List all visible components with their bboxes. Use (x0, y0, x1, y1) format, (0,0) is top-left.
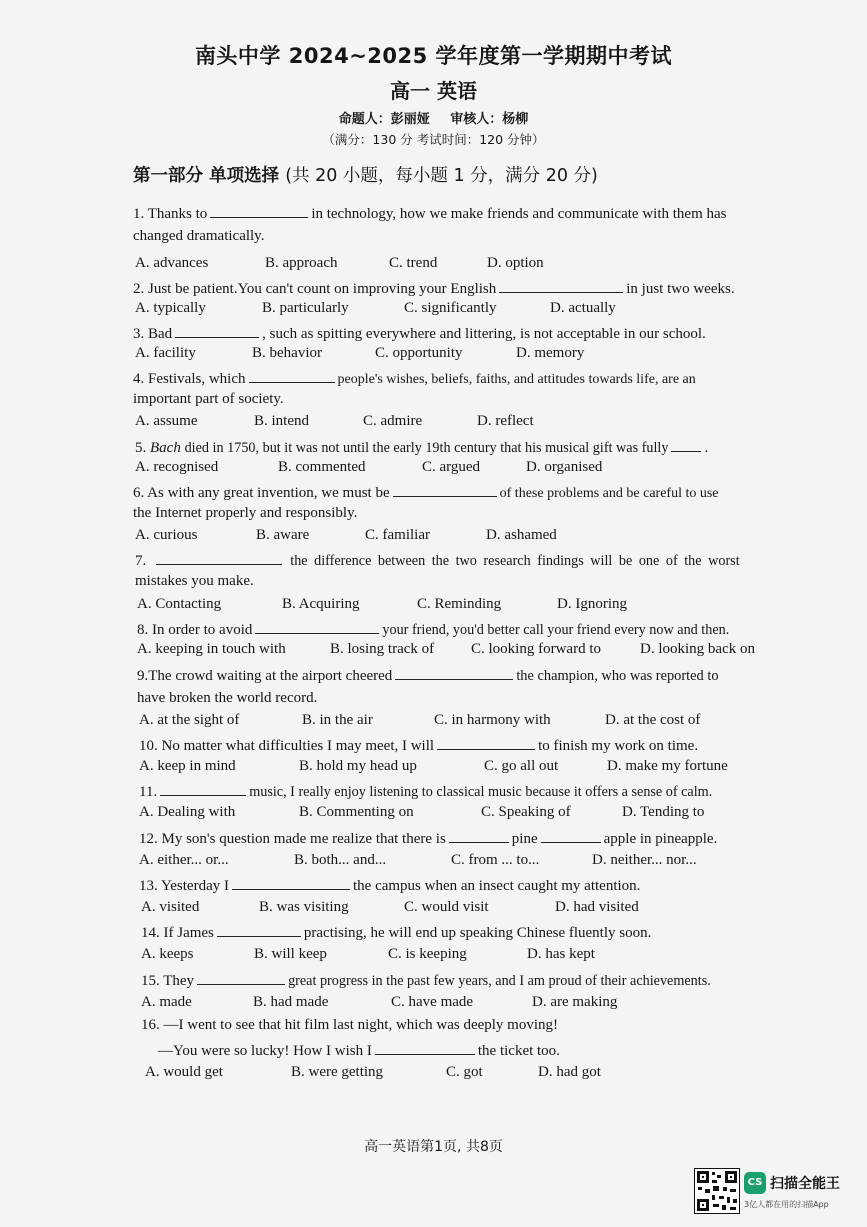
question-text: 4. Festivals, which (133, 371, 246, 387)
option-c: C. familiar (365, 527, 430, 543)
question-text: —You were so lucky! How I wish I (158, 1043, 372, 1059)
option-b: B. commented (278, 459, 366, 475)
option-d: D. ashamed (486, 527, 557, 543)
question-8 (137, 619, 729, 639)
option-d: D. had got (538, 1064, 601, 1080)
question-13 (139, 875, 640, 895)
exam-authors (0, 108, 867, 127)
option-d: D. are making (532, 994, 618, 1010)
option-b: B. hold my head up (299, 758, 417, 774)
option-a: A. recognised (135, 459, 219, 475)
option-b: B. behavior (252, 345, 322, 361)
question-text: 9.The crowd waiting at the airport cheered (137, 668, 393, 684)
question-7-cont: mistakes you make. (135, 573, 254, 589)
question-text: pine (511, 831, 538, 847)
option-b: B. Commenting on (299, 804, 414, 820)
option-c: C. argued (422, 459, 481, 475)
reviewer-label: 审核人：杨柳 (450, 112, 529, 127)
camscanner-logo: CS (744, 1172, 766, 1194)
question-11 (139, 781, 712, 801)
question-text: great progress in the past few years, and I am proud of their achievements. (288, 973, 711, 989)
option-b: B. will keep (254, 946, 327, 962)
author-label: 命题人：彭丽娅 (338, 112, 430, 127)
answer-blank (217, 922, 301, 937)
option-a: A. would get (145, 1064, 223, 1080)
option-d: D. has kept (527, 946, 595, 962)
question-3 (133, 323, 706, 343)
option-d: D. neither... nor... (592, 852, 697, 868)
question-text: 13. Yesterday I (139, 878, 229, 894)
question-text: 11. (139, 784, 158, 800)
question-text: 10. No matter what difficulties I may meet, I will (139, 738, 435, 754)
option-a: A. visited (141, 899, 200, 915)
option-c: C. opportunity (375, 345, 463, 361)
question-9-cont: have broken the world record. (137, 690, 318, 706)
section-desc: (共 20 小题，每小题 1 分，满分 20 分) (285, 166, 598, 186)
section-heading (133, 162, 598, 187)
question-text: in technology, how we make friends and communicate with them has (311, 206, 727, 222)
question-text: in just two weeks. (626, 281, 735, 297)
option-b: B. Acquiring (282, 596, 360, 612)
option-d: D. Tending to (622, 804, 705, 820)
option-c: C. have made (391, 994, 474, 1010)
option-c: C. would visit (404, 899, 489, 915)
question-12 (139, 828, 717, 848)
question-16: 16. —I went to see that hit film last night, which was deeply moving! (141, 1017, 559, 1033)
question-text: music, I really enjoy listening to classical music because it offers a sense of calm. (249, 784, 713, 800)
option-b: B. had made (253, 994, 329, 1010)
option-c: C. go all out (484, 758, 559, 774)
option-b: B. approach (265, 255, 338, 271)
scanner-app-name: 扫描全能王 (770, 1176, 840, 1192)
option-c: C. from ... to... (451, 852, 540, 868)
question-2 (133, 278, 735, 298)
option-a: A. keeping in touch with (137, 641, 286, 657)
option-b: B. in the air (302, 712, 373, 728)
page-footer: 高一英语第1页, 共8页 (364, 1139, 503, 1155)
answer-blank (210, 203, 308, 218)
answer-blank (395, 665, 513, 680)
answer-blank (160, 781, 246, 796)
option-d: D. at the cost of (605, 712, 701, 728)
option-b: B. both... and... (294, 852, 387, 868)
exam-subtitle: 高一 英语 (390, 79, 477, 103)
option-b: B. were getting (291, 1064, 384, 1080)
option-a: A. Contacting (137, 596, 222, 612)
option-d: D. actually (550, 300, 616, 316)
answer-blank (671, 437, 701, 452)
answer-blank (375, 1040, 475, 1055)
option-b: B. was visiting (259, 899, 349, 915)
question-text: 15. They (141, 973, 195, 989)
option-c: C. Reminding (417, 596, 502, 612)
question-text: practising, he will end up speaking Chinese fluently soon. (303, 925, 652, 941)
option-a: A. keep in mind (139, 758, 236, 774)
question-9 (137, 665, 719, 685)
question-text: 1. Thanks to (133, 206, 208, 222)
question-text: of these problems and be careful to use (499, 486, 719, 501)
question-1 (133, 203, 726, 223)
option-a: A. advances (135, 255, 209, 271)
question-5 (135, 437, 708, 457)
option-c: C. significantly (404, 300, 497, 316)
option-a: A. made (141, 994, 192, 1010)
answer-blank (255, 619, 379, 634)
question-text-italic: Bach (150, 440, 181, 456)
option-a: A. curious (135, 527, 198, 543)
question-text: the champion, who was reported to (516, 668, 719, 684)
question-text: 6. As with any great invention, we must be (133, 485, 390, 501)
question-text: the difference between the two research findings will be one of the worst (290, 553, 740, 569)
question-10 (139, 735, 698, 755)
question-text: 5. (135, 440, 147, 456)
question-16-reply (158, 1040, 560, 1060)
answer-blank (249, 368, 335, 383)
option-c: C. trend (389, 255, 438, 271)
option-d: D. memory (516, 345, 585, 361)
question-text: . (704, 440, 709, 456)
option-c: C. admire (363, 413, 423, 429)
option-a: A. Dealing with (139, 804, 236, 820)
option-d: D. option (487, 255, 544, 271)
question-text: to finish my work on time. (538, 738, 699, 754)
option-a: A. assume (135, 413, 198, 429)
question-text: the ticket too. (477, 1043, 560, 1059)
qr-code-icon (694, 1168, 740, 1214)
question-4-cont: important part of society. (133, 391, 284, 407)
option-b: B. intend (254, 413, 309, 429)
question-text: the campus when an insect caught my attention. (353, 878, 641, 894)
option-d: D. organised (526, 459, 603, 475)
option-d: D. Ignoring (557, 596, 627, 612)
score-time: （满分：130 分 考试时间：120 分钟） (322, 132, 545, 147)
question-14 (141, 922, 651, 942)
question-text: your friend, you'd better call your friend every now and then. (382, 622, 730, 638)
answer-blank (175, 323, 259, 338)
option-b: B. aware (256, 527, 310, 543)
answer-blank (437, 735, 535, 750)
question-text: people's wishes, beliefs, faiths, and attitudes towards life, are an (337, 372, 696, 387)
option-a: A. either... or... (139, 852, 229, 868)
answer-blank (541, 828, 601, 843)
option-c: C. looking forward to (471, 641, 601, 657)
scanner-tagline: 3亿人都在用的扫描App (744, 1200, 829, 1209)
section-title: 第一部分 单项选择 (133, 166, 280, 186)
option-c: C. in harmony with (434, 712, 551, 728)
option-a: A. facility (135, 345, 196, 361)
option-b: B. losing track of (330, 641, 435, 657)
question-text: died in 1750, but it was not until the early 19th century that his musical gift was fully (184, 440, 669, 456)
option-c: C. Speaking of (481, 804, 571, 820)
option-c: C. got (446, 1064, 483, 1080)
answer-blank (232, 875, 350, 890)
answer-blank (197, 970, 285, 985)
option-d: D. make my fortune (607, 758, 728, 774)
question-text: 7. (135, 553, 147, 569)
question-text: 2. Just be patient.You can't count on improving your English (133, 281, 497, 297)
option-d: D. had visited (555, 899, 639, 915)
option-d: D. reflect (477, 413, 534, 429)
question-4 (133, 368, 696, 389)
exam-title: 南头中学 2024~2025 学年度第一学期期中考试 (194, 44, 673, 68)
answer-blank (499, 278, 623, 293)
option-a: A. at the sight of (139, 712, 240, 728)
answer-blank (156, 550, 282, 565)
question-text: apple in pineapple. (603, 831, 718, 847)
question-text: , such as spitting everywhere and littering, is not acceptable in our school. (262, 326, 706, 342)
question-1-cont: changed dramatically. (133, 228, 265, 244)
option-c: C. is keeping (388, 946, 467, 962)
question-6-cont: the Internet properly and responsibly. (133, 505, 358, 521)
answer-blank (449, 828, 509, 843)
qr-code-graphic (695, 1169, 739, 1213)
option-a: A. typically (135, 300, 206, 316)
question-text: 14. If James (141, 925, 214, 941)
question-6 (133, 482, 719, 503)
option-d: D. looking back on (640, 641, 755, 657)
question-7 (135, 550, 740, 570)
question-15 (141, 970, 711, 990)
question-text: 3. Bad (133, 326, 173, 342)
option-a: A. keeps (141, 946, 194, 962)
question-text: 12. My son's question made me realize that there is (139, 831, 446, 847)
option-b: B. particularly (262, 300, 349, 316)
question-text: 8. In order to avoid (137, 622, 253, 638)
answer-blank (393, 482, 497, 497)
